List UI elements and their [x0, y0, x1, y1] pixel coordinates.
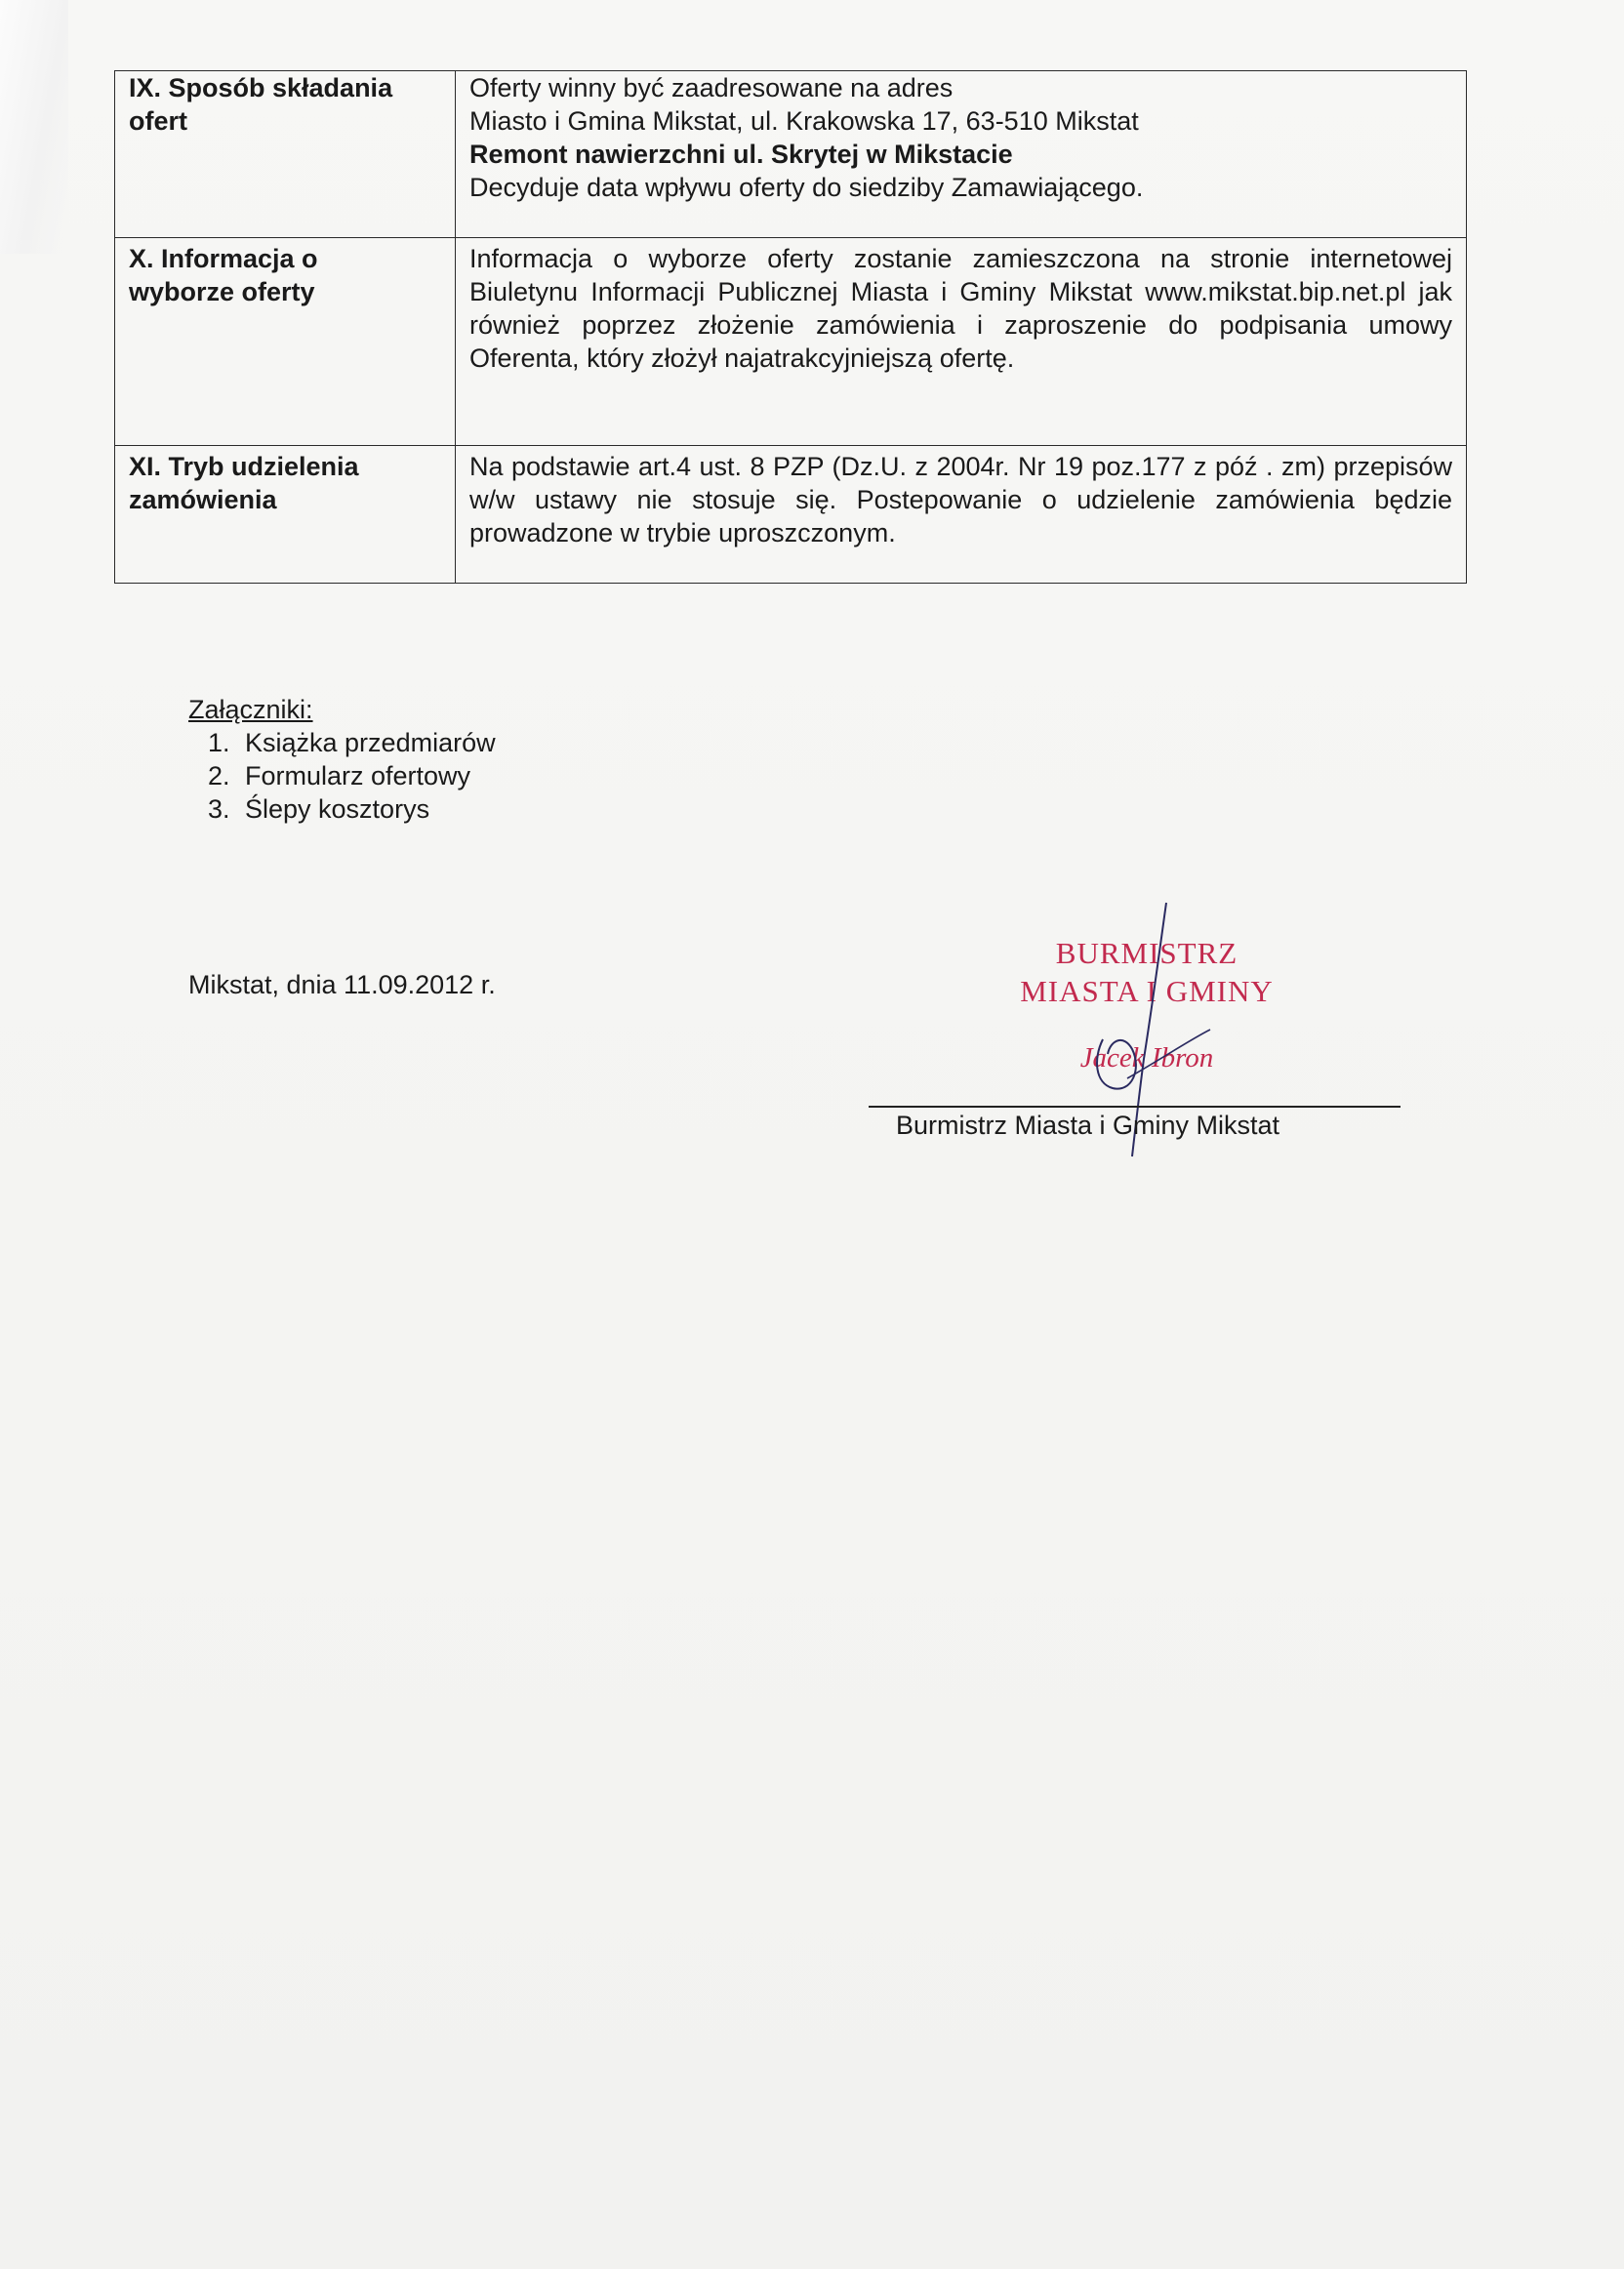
signature-line: [869, 1106, 1401, 1108]
table-row: [115, 446, 1467, 584]
row-label-line: ofert: [129, 106, 187, 136]
row-label: [115, 71, 456, 238]
row-content: [456, 71, 1467, 238]
row-label: [115, 446, 456, 584]
row-label: [115, 238, 456, 446]
row-label-line: wyborze oferty: [129, 277, 315, 306]
row-label-line: X. Informacja o: [129, 244, 318, 273]
list-item: 1. Książka przedmiarów: [237, 726, 496, 759]
content-paragraph: Informacja o wyborze oferty zostanie zamieszczona na stronie internetowej Biuletynu Informacji Publicznej Miasta i Gminy Mikstat www.mikstat.bip.net.pl jak również poprzez złożenie zamówienia i zaproszenie do podpisania umowy Oferenta, który złożył najatrakcyjniejszą ofertę.: [469, 244, 1452, 373]
stamp-line: MIASTA I GMINY: [1020, 974, 1274, 1008]
specification-table: [114, 70, 1467, 584]
content-paragraph: Na podstawie art.4 ust. 8 PZP (Dz.U. z 2004r. Nr 19 poz.177 z póź . zm) przepisów w/w ustawy nie stosuje się. Postepowanie o udzielenie zamówienia będzie prowadzone w trybie uproszczonym.: [469, 452, 1452, 547]
attachments-list: [188, 726, 496, 826]
table-row: [115, 238, 1467, 446]
row-label-line: XI. Tryb udzielenia: [129, 452, 359, 481]
attachments-heading: Załączniki:: [188, 695, 313, 724]
list-item: 2. Formularz ofertowy: [237, 759, 496, 792]
content-line: Decyduje data wpływu oferty do siedziby Zamawiającego.: [469, 173, 1144, 202]
row-label-line: IX. Sposób składania: [129, 73, 393, 102]
stamp-line: BURMISTRZ: [1055, 936, 1238, 970]
place-date: Mikstat, dnia 11.09.2012 r.: [188, 970, 496, 999]
signature-caption: Burmistrz Miasta i Gminy Mikstat: [896, 1111, 1280, 1140]
page-fold-shadow: [0, 0, 68, 254]
table-row: [115, 71, 1467, 238]
stamp-signature-name: Jacek Ibron: [1079, 1042, 1214, 1074]
row-label-line: zamówienia: [129, 485, 277, 514]
row-content: [456, 238, 1467, 446]
project-title: Remont nawierzchni ul. Skrytej w Mikstacie: [469, 140, 1013, 169]
row-content: [456, 446, 1467, 584]
content-line: Oferty winny być zaadresowane na adres: [469, 73, 954, 102]
list-item: 3. Ślepy kosztorys: [237, 792, 496, 826]
attachments-section: [188, 693, 496, 826]
address-line: Miasto i Gmina Mikstat, ul. Krakowska 17, 63-510 Mikstat: [469, 106, 1139, 136]
